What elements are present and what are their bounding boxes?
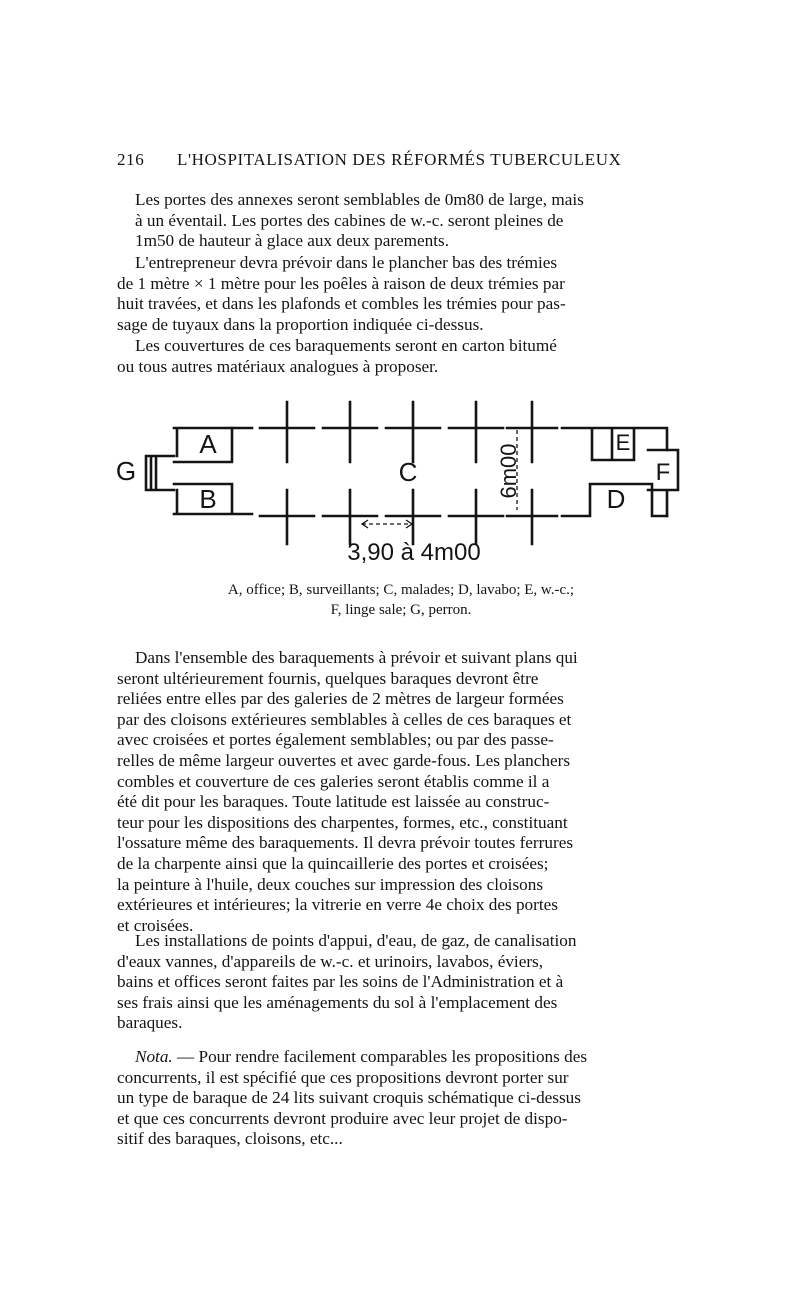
caption-line: F, linge sale; G, perron. (330, 602, 472, 618)
post-bottom-3 (386, 490, 440, 544)
text-line: extérieures et intérieures; la vitrerie en verre 4e choix des portes (117, 895, 558, 915)
text-line: à un éventail. Les portes des cabines de w.-c. seront pleines de (135, 210, 564, 230)
label-b: B (199, 484, 217, 514)
text-line: et croisées. (117, 915, 194, 935)
text-line: sitif des baraques, cloisons, etc... (117, 1129, 343, 1149)
post-top-1 (260, 402, 314, 462)
text-line: bains et offices seront faites par les soins de l'Administration et à (117, 972, 564, 992)
text-line: et que ces concurrents devront produire avec leur projet de dispo- (117, 1108, 568, 1128)
width-dimension: 3,90 à 4m00 (347, 539, 481, 566)
text-line: de 1 mètre × 1 mètre pour les poêles à raison de deux trémies par (117, 273, 565, 293)
text-line: par des cloisons extérieures semblables à celles de ces baraques et (117, 709, 572, 729)
length-dimension: 6m00 (496, 443, 521, 499)
text-line: Dans l'ensemble des baraquements à prévoir et suivant plans qui (135, 648, 578, 667)
paragraph-doors (117, 190, 685, 252)
perron-steps (146, 456, 174, 490)
text-line: de la charpente ainsi que la quincaillerie des portes et croisées; (117, 853, 549, 873)
text-line: avec croisées et portes également semblables; ou par des passe- (117, 730, 554, 750)
text-line: L'entrepreneur devra prévoir dans le plancher bas des trémies (135, 253, 558, 272)
text-line: sage de tuyaux dans la proportion indiquée ci-dessus. (117, 314, 484, 334)
label-a: A (199, 429, 217, 459)
nota-first-line: — Pour rendre facilement comparables les propositions des (172, 1047, 588, 1066)
paragraph-tremies (117, 253, 685, 335)
text-line: teur pour les dispositions des charpentes, formes, etc., constituant (117, 812, 568, 832)
text-line: ses frais ainsi que les aménagements du sol à l'emplacement des (117, 992, 558, 1012)
text-line: combles et couverture de ces galeries seront établis comme il a (117, 771, 550, 791)
text-line: relles de même largeur ouvertes et avec garde-fous. Les planchers (117, 750, 571, 770)
paragraph-nota (117, 1047, 685, 1150)
text-line: l'ossature même des baraquements. Il devra prévoir toutes ferrures (117, 833, 574, 853)
room-e-walls (562, 428, 667, 460)
label-d: D (606, 484, 626, 514)
nota-label: Nota. (135, 1047, 173, 1066)
text-line: 1m50 de hauteur à glace aux deux parements. (135, 231, 450, 251)
label-e: E (615, 430, 631, 455)
text-line: d'eaux vannes, d'appareils de w.-c. et urinoirs, lavabos, éviers, (117, 951, 544, 971)
text-line: la peinture à l'huile, deux couches sur impression des cloisons (117, 874, 544, 894)
paragraph-galleries (117, 648, 685, 936)
text-line: ou tous autres matériaux analogues à proposer. (117, 356, 439, 376)
text-line: été dit pour les baraques. Toute latitude est laissée au construc- (117, 792, 550, 812)
caption-line: A, office; B, surveillants; C, malades; D, lavabo; E, w.-c.; (227, 582, 575, 598)
text-line: baraques. (117, 1013, 183, 1033)
text-line: seront ultérieurement fournis, quelques baraques devront être (117, 668, 539, 688)
label-c: C (398, 457, 418, 487)
text-line: Les portes des annexes seront semblables de 0m80 de large, mais (135, 190, 584, 209)
figure-caption (117, 580, 685, 620)
post-top-2 (323, 402, 377, 462)
page-number: 216 (117, 150, 145, 169)
paragraph-roofing (117, 336, 685, 377)
paragraph-installations (117, 931, 685, 1034)
text-line: reliées entre elles par des galeries de 2 mètres de largeur formées (117, 689, 564, 709)
text-line: un type de baraque de 24 lits suivant croquis schématique ci-dessus (117, 1088, 581, 1108)
post-bottom-2 (323, 490, 377, 544)
barrack-floor-plan (112, 398, 682, 570)
post-top-3 (386, 402, 440, 462)
text-line: huit travées, et dans les plafonds et combles les trémies pour pas- (117, 294, 566, 314)
label-f: F (655, 459, 671, 486)
text-line (117, 1047, 685, 1068)
post-bottom-4 (449, 490, 503, 544)
post-bottom-1 (260, 490, 314, 544)
post-top-4 (449, 402, 503, 462)
text-line: Les installations de points d'appui, d'eau, de gaz, de canalisation (135, 931, 577, 950)
text-line: concurrents, il est spécifié que ces propositions devront porter sur (117, 1067, 569, 1087)
text-line: Les couvertures de ces baraquements seront en carton bitumé (135, 336, 557, 355)
label-g: G (115, 456, 137, 486)
running-title: L'HOSPITALISATION DES RÉFORMÉS TUBERCULEUX (177, 150, 622, 169)
